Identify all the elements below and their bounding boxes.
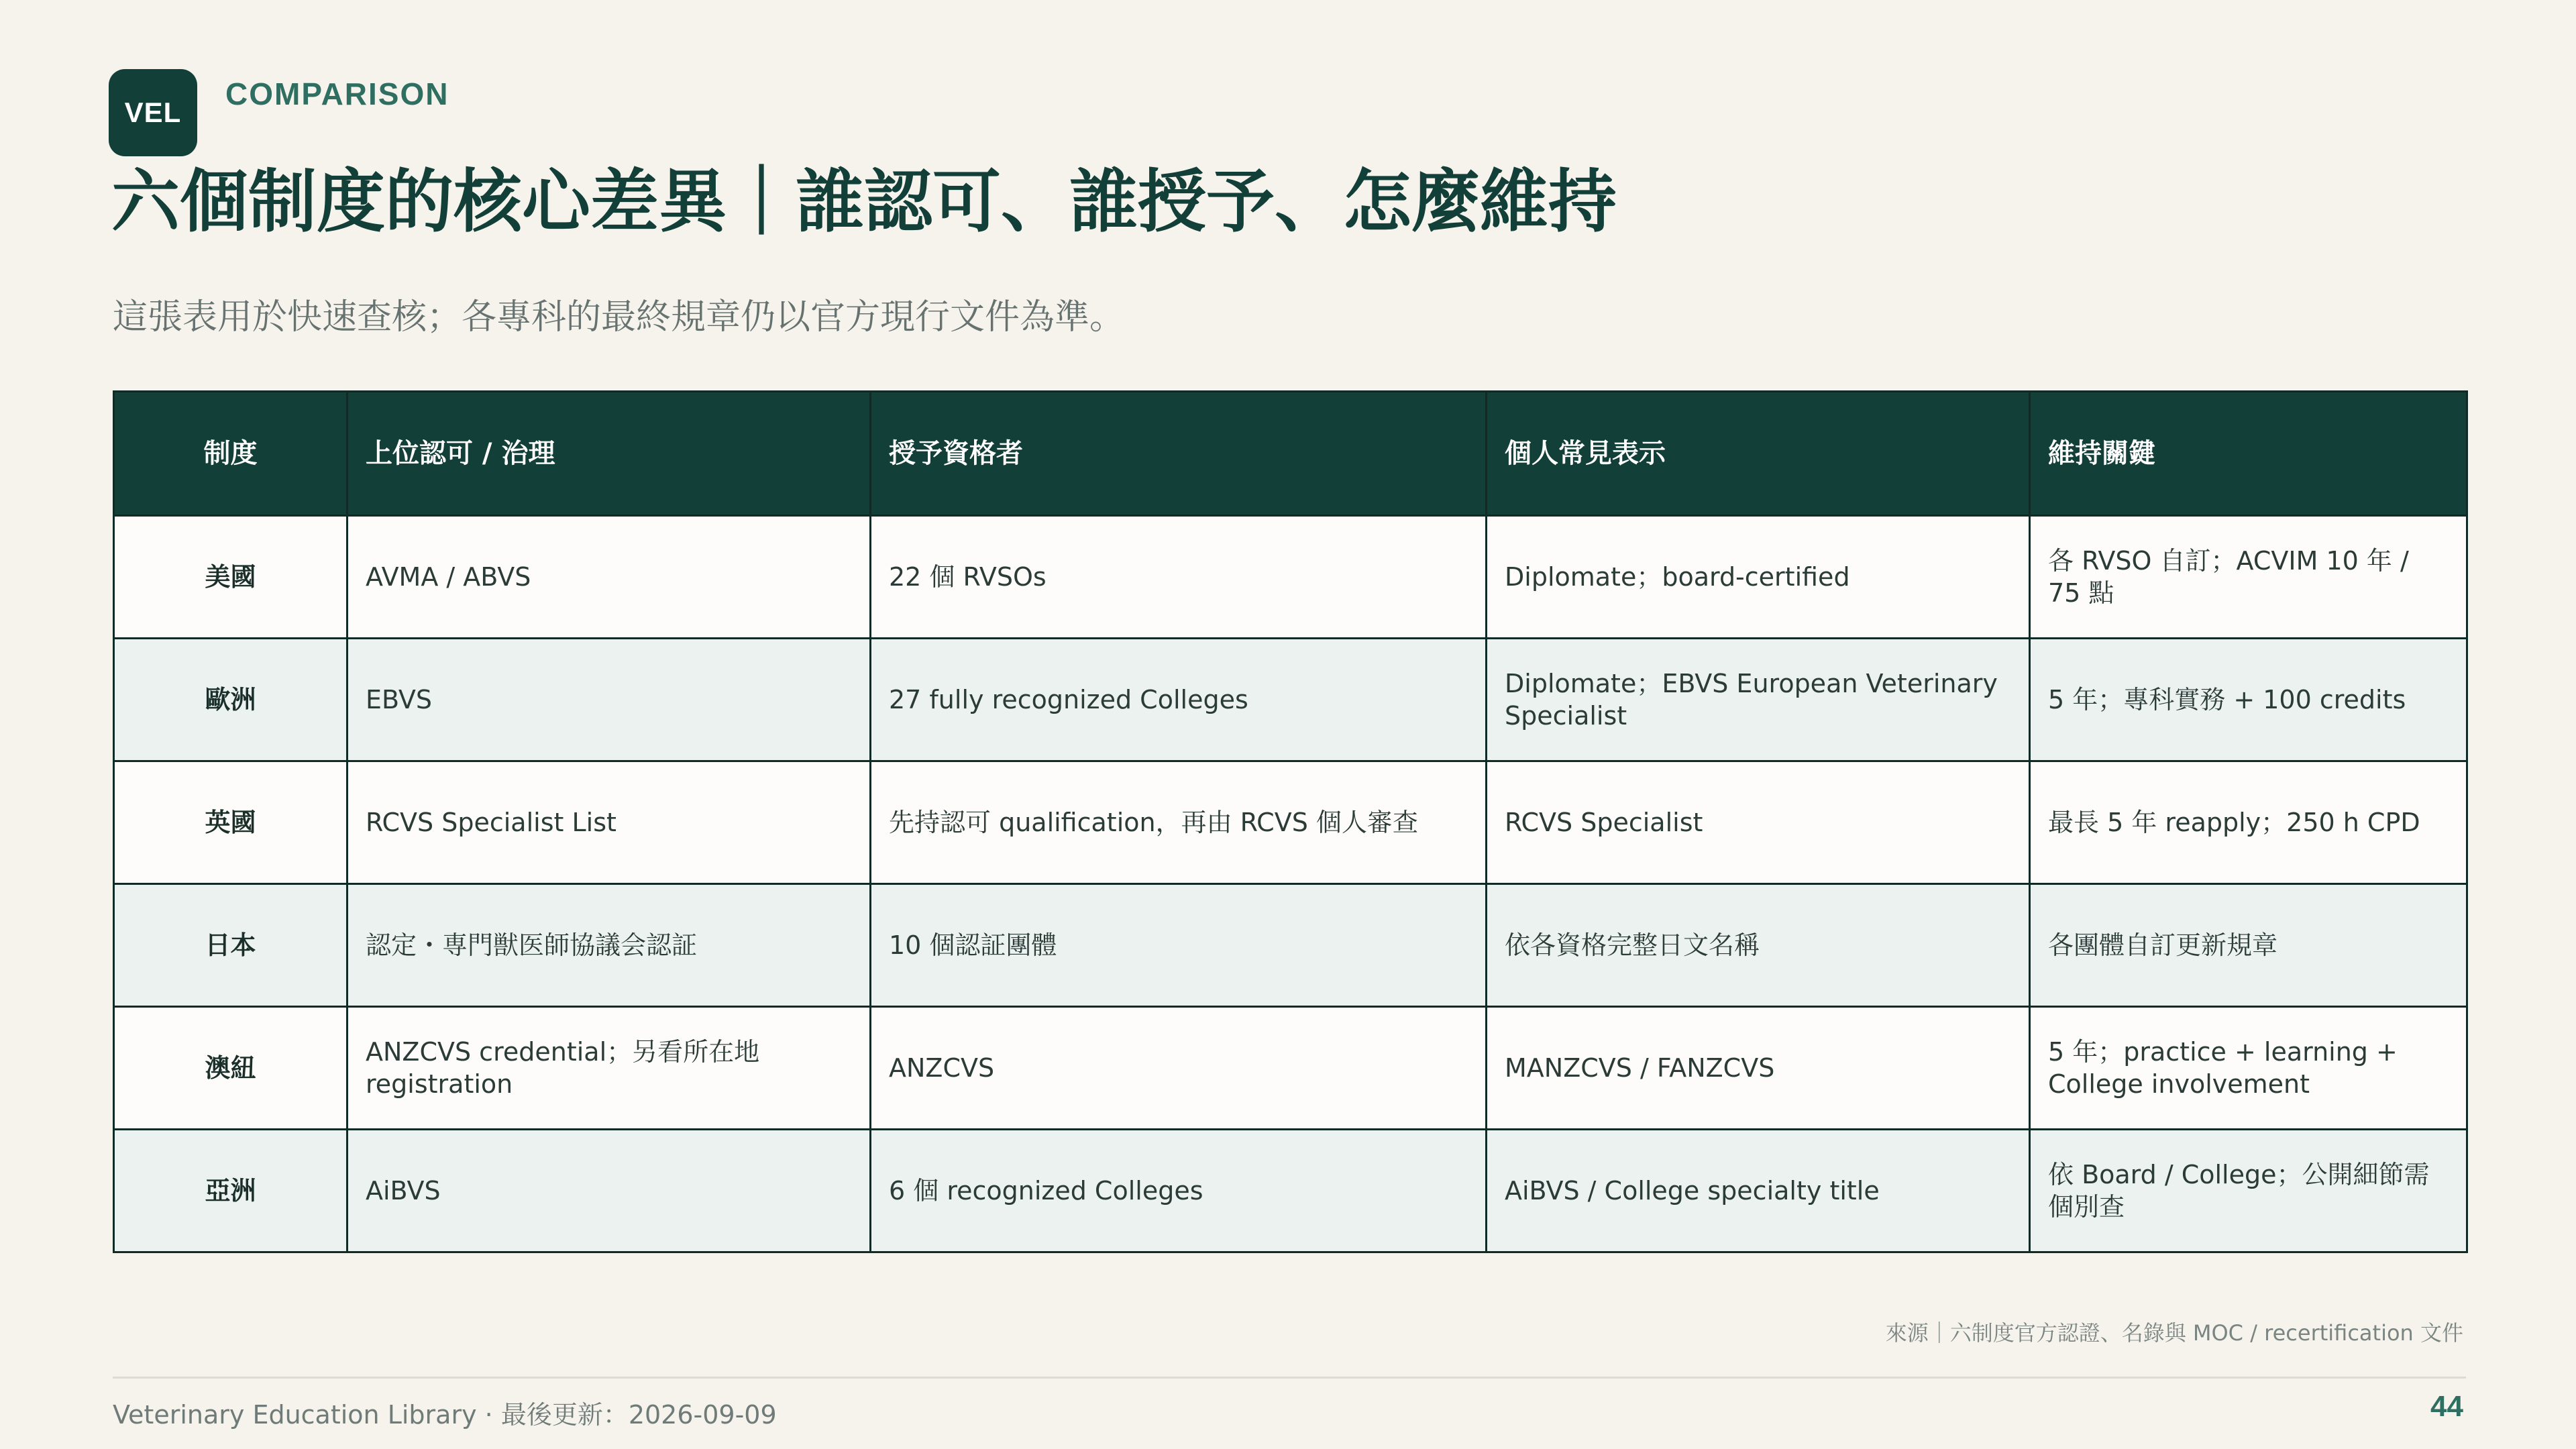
logo-text: VEL: [124, 97, 182, 128]
page-title: 六個制度的核心差異｜誰認可、誰授予、怎麼維持: [111, 162, 1617, 242]
page-subtitle: 這張表用於快速查核；各專科的最終規章仍以官方現行文件為準。: [113, 297, 1125, 337]
table-cell: 各團體自訂更新規章: [2030, 884, 2467, 1007]
table-cell: AVMA / ABVS: [347, 516, 871, 639]
table-row: [114, 1130, 2467, 1252]
table-row: [114, 516, 2467, 639]
table-cell: 依 Board / College；公開細節需個別查: [2030, 1130, 2467, 1252]
table-header-cell: 制度: [114, 392, 347, 516]
table-header-row: [114, 392, 2467, 516]
section-eyebrow: COMPARISON: [225, 76, 449, 111]
table-cell: AiBVS / College specialty title: [1487, 1130, 2030, 1252]
table-cell: Diplomate；EBVS European Veterinary Specialist: [1487, 639, 2030, 761]
table-cell: 22 個 RVSOs: [871, 516, 1487, 639]
table-header-cell: 上位認可 / 治理: [347, 392, 871, 516]
table-cell: 6 個 recognized Colleges: [871, 1130, 1487, 1252]
table-cell: 5 年；專科實務 + 100 credits: [2030, 639, 2467, 761]
table-cell: 27 fully recognized Colleges: [871, 639, 1487, 761]
table-cell-system: 英國: [114, 761, 347, 884]
table-cell: RCVS Specialist: [1487, 761, 2030, 884]
table-header-cell: 個人常見表示: [1487, 392, 2030, 516]
table-row: [114, 884, 2467, 1007]
table-cell-system: 日本: [114, 884, 347, 1007]
table-cell: 依各資格完整日文名稱: [1487, 884, 2030, 1007]
table-cell: MANZCVS / FANZCVS: [1487, 1007, 2030, 1130]
table-cell: 5 年；practice + learning + College involvement: [2030, 1007, 2467, 1130]
table-cell: 認定・専門獣医師協議会認証: [347, 884, 871, 1007]
table-cell: Diplomate；board-certified: [1487, 516, 2030, 639]
table-cell-system: 澳紐: [114, 1007, 347, 1130]
table-row: [114, 639, 2467, 761]
table-row: [114, 761, 2467, 884]
table-cell: EBVS: [347, 639, 871, 761]
table-cell: 最長 5 年 reapply；250 h CPD: [2030, 761, 2467, 884]
table-cell-system: 亞洲: [114, 1130, 347, 1252]
table-cell: 10 個認証團體: [871, 884, 1487, 1007]
footer-divider: [113, 1377, 2466, 1379]
table-cell: 先持認可 qualification，再由 RCVS 個人審查: [871, 761, 1487, 884]
table-cell: 各 RVSO 自訂；ACVIM 10 年 / 75 點: [2030, 516, 2467, 639]
logo-badge: [109, 69, 197, 156]
table-cell-system: 歐洲: [114, 639, 347, 761]
footer-library-info: Veterinary Education Library · 最後更新：2026-09-09: [113, 1400, 777, 1430]
table-cell: ANZCVS: [871, 1007, 1487, 1130]
comparison-table: [113, 390, 2468, 1253]
page-number: 44: [2430, 1390, 2463, 1423]
table-cell: RCVS Specialist List: [347, 761, 871, 884]
table-header-cell: 維持關鍵: [2030, 392, 2467, 516]
table-row: [114, 1007, 2467, 1130]
table-cell: ANZCVS credential；另看所在地 registration: [347, 1007, 871, 1130]
table-header-cell: 授予資格者: [871, 392, 1487, 516]
table-cell-system: 美國: [114, 516, 347, 639]
table-cell: AiBVS: [347, 1130, 871, 1252]
source-note: 來源｜六制度官方認證、名錄與 MOC / recertification 文件: [1885, 1320, 2463, 1346]
